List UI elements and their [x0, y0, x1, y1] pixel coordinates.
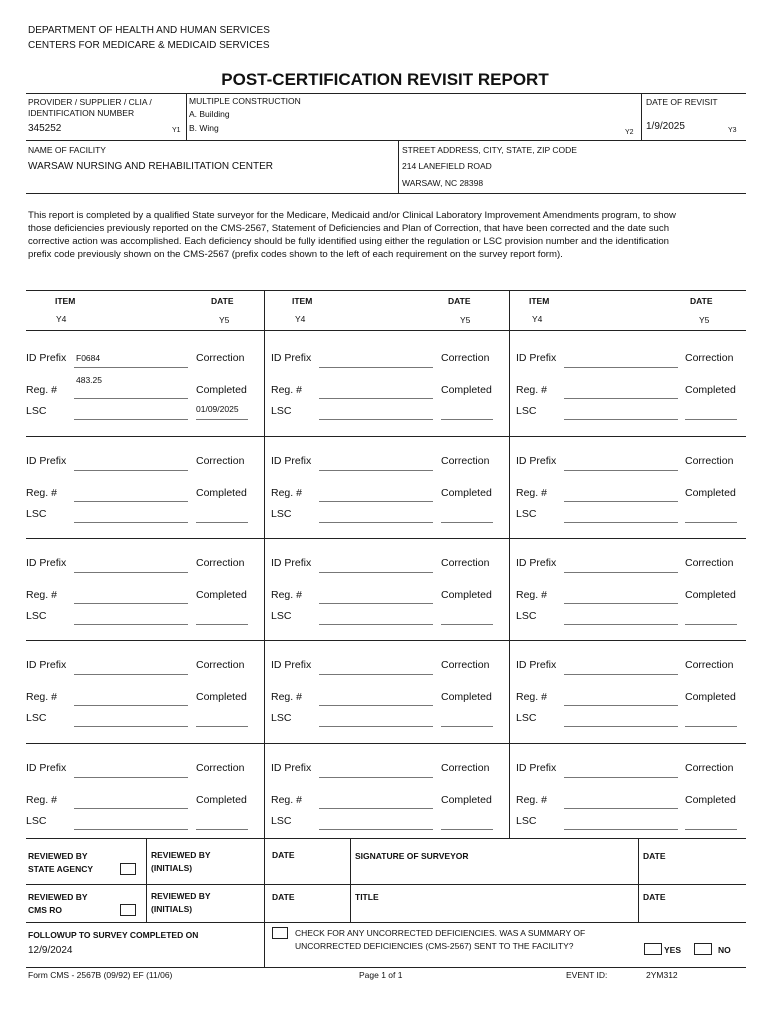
- reg-field[interactable]: [74, 705, 188, 706]
- correction-label: Correction: [441, 557, 490, 569]
- date-field[interactable]: [685, 726, 737, 727]
- reg-label: Reg. #: [26, 487, 57, 499]
- reg-field[interactable]: [74, 808, 188, 809]
- id-prefix-field[interactable]: [74, 367, 188, 368]
- id-prefix-label: ID Prefix: [271, 557, 312, 569]
- construction-code: Y2: [625, 129, 634, 136]
- uncorrected-checkbox[interactable]: [272, 927, 288, 939]
- lsc-field[interactable]: [74, 419, 188, 420]
- reg-field[interactable]: [74, 603, 188, 604]
- completed-label: Completed: [196, 589, 247, 601]
- event-id-value: 2YM312: [646, 970, 678, 980]
- id-prefix-field[interactable]: [564, 777, 678, 778]
- street-address: 214 LANEFIELD ROAD: [402, 161, 492, 171]
- reg-label: Reg. #: [26, 384, 57, 396]
- completed-label: Completed: [441, 794, 492, 806]
- id-prefix-value: F0684: [76, 353, 101, 363]
- date-field[interactable]: [196, 829, 248, 830]
- date-field[interactable]: [196, 624, 248, 625]
- address-label: STREET ADDRESS, CITY, STATE, ZIP CODE: [402, 145, 577, 155]
- lsc-field[interactable]: [564, 624, 678, 625]
- reg-label: Reg. #: [516, 384, 547, 396]
- completed-label: Completed: [441, 589, 492, 601]
- lsc-label: LSC: [271, 815, 292, 827]
- lsc-field[interactable]: [319, 522, 433, 523]
- intro-paragraph: This report is completed by a qualified State surveyor for the Medicare, Medicaid and/or Clinical Laboratory Improvement Amendments program, to show those deficiencies previously reported on the CMS-2567, Statement of Deficiencies and Plan of Correction, that have been corrected and the date such corrective action was accomplished. Each deficiency should be fully identified using either the regulation or LSC provision number and the identification prefix code previously shown on the CMS-2567 (prefix codes shown to the left of each requirement on the survey report form).: [28, 210, 676, 260]
- correction-label: Correction: [685, 557, 734, 569]
- provider-label-line2: IDENTIFICATION NUMBER: [28, 108, 135, 118]
- lsc-label: LSC: [271, 712, 292, 724]
- reviewed-by-state-line2: STATE AGENCY: [28, 864, 94, 874]
- col-date-code: Y5: [219, 315, 230, 325]
- yes-checkbox[interactable]: [644, 943, 662, 955]
- lsc-label: LSC: [26, 610, 47, 622]
- lsc-field[interactable]: [564, 726, 678, 727]
- id-prefix-field[interactable]: [74, 674, 188, 675]
- completed-label: Completed: [685, 384, 736, 396]
- col-date-header: DATE: [690, 296, 713, 306]
- lsc-label: LSC: [26, 405, 47, 417]
- id-prefix-field[interactable]: [319, 367, 433, 368]
- id-prefix-field[interactable]: [74, 470, 188, 471]
- wing-label: B. Wing: [189, 123, 219, 133]
- id-prefix-field[interactable]: [564, 470, 678, 471]
- reg-field[interactable]: [564, 705, 678, 706]
- completed-label: Completed: [196, 487, 247, 499]
- id-prefix-label: ID Prefix: [271, 352, 312, 364]
- reg-value: 483.25: [76, 375, 102, 385]
- date-field[interactable]: [685, 522, 737, 523]
- reg-field[interactable]: [74, 501, 188, 502]
- reg-label: Reg. #: [26, 589, 57, 601]
- title-date-label: DATE: [643, 892, 666, 902]
- correction-label: Correction: [196, 352, 245, 364]
- completed-label: Completed: [441, 487, 492, 499]
- correction-label: Correction: [685, 352, 734, 364]
- id-prefix-field[interactable]: [319, 572, 433, 573]
- lsc-label: LSC: [516, 815, 537, 827]
- id-prefix-field[interactable]: [564, 572, 678, 573]
- state-agency-checkbox[interactable]: [120, 863, 136, 875]
- id-prefix-label: ID Prefix: [26, 352, 67, 364]
- lsc-label: LSC: [26, 508, 47, 520]
- completed-label: Completed: [441, 384, 492, 396]
- lsc-field[interactable]: [319, 624, 433, 625]
- completed-date-value: 01/09/2025: [196, 404, 239, 414]
- date-label-cms: DATE: [272, 892, 295, 902]
- col-item-header: ITEM: [292, 296, 313, 306]
- completed-label: Completed: [685, 794, 736, 806]
- reg-label: Reg. #: [271, 691, 302, 703]
- no-label: NO: [718, 945, 731, 955]
- date-field[interactable]: [196, 726, 248, 727]
- date-field[interactable]: [196, 522, 248, 523]
- id-prefix-label: ID Prefix: [26, 762, 67, 774]
- row-divider: [26, 436, 746, 437]
- id-prefix-label: ID Prefix: [516, 557, 557, 569]
- completed-label: Completed: [685, 691, 736, 703]
- revisit-date-value: 1/9/2025: [646, 121, 685, 132]
- date-field[interactable]: [685, 624, 737, 625]
- id-prefix-label: ID Prefix: [26, 659, 67, 671]
- reg-field[interactable]: [564, 603, 678, 604]
- lsc-field[interactable]: [564, 522, 678, 523]
- lsc-label: LSC: [26, 712, 47, 724]
- reg-field[interactable]: [564, 501, 678, 502]
- uncorrected-text-line2: UNCORRECTED DEFICIENCIES (CMS-2567) SENT TO THE FACILITY?: [295, 941, 574, 951]
- date-field[interactable]: [685, 419, 737, 420]
- reg-field[interactable]: [74, 398, 188, 399]
- correction-label: Correction: [441, 762, 490, 774]
- followup-date: 12/9/2024: [28, 945, 73, 956]
- reg-label: Reg. #: [26, 691, 57, 703]
- id-prefix-label: ID Prefix: [271, 762, 312, 774]
- reg-label: Reg. #: [271, 794, 302, 806]
- provider-number: 345252: [28, 123, 62, 134]
- date-field[interactable]: [196, 419, 248, 420]
- lsc-label: LSC: [271, 508, 292, 520]
- reviewed-initials-line2: (INITIALS): [151, 863, 193, 873]
- no-checkbox[interactable]: [694, 943, 712, 955]
- date-field[interactable]: [441, 522, 493, 523]
- correction-label: Correction: [196, 557, 245, 569]
- lsc-field[interactable]: [319, 419, 433, 420]
- form-number: Form CMS - 2567B (09/92) EF (11/06): [28, 970, 173, 980]
- row-divider: [26, 743, 746, 744]
- completed-label: Completed: [441, 691, 492, 703]
- completed-label: Completed: [685, 487, 736, 499]
- col-date-header: DATE: [448, 296, 471, 306]
- lsc-field[interactable]: [564, 829, 678, 830]
- date-label-state: DATE: [272, 850, 295, 860]
- reg-field[interactable]: [564, 808, 678, 809]
- reviewed-initials-cms-line2: (INITIALS): [151, 904, 193, 914]
- reg-field[interactable]: [319, 705, 433, 706]
- id-prefix-label: ID Prefix: [516, 762, 557, 774]
- followup-label: FOLLOWUP TO SURVEY COMPLETED ON: [28, 930, 199, 940]
- reg-field[interactable]: [319, 603, 433, 604]
- lsc-field[interactable]: [564, 419, 678, 420]
- id-prefix-label: ID Prefix: [26, 557, 67, 569]
- facility-name-label: NAME OF FACILITY: [28, 145, 106, 155]
- reg-label: Reg. #: [271, 589, 302, 601]
- lsc-field[interactable]: [74, 624, 188, 625]
- lsc-label: LSC: [271, 405, 292, 417]
- correction-label: Correction: [685, 455, 734, 467]
- reg-label: Reg. #: [516, 794, 547, 806]
- col-item-code: Y4: [532, 314, 543, 324]
- lsc-field[interactable]: [319, 829, 433, 830]
- completed-label: Completed: [685, 589, 736, 601]
- cms-ro-checkbox[interactable]: [120, 904, 136, 916]
- col-date-code: Y5: [699, 315, 710, 325]
- id-prefix-label: ID Prefix: [26, 455, 67, 467]
- reg-field[interactable]: [319, 501, 433, 502]
- lsc-label: LSC: [516, 610, 537, 622]
- department-name: DEPARTMENT OF HEALTH AND HUMAN SERVICES: [28, 25, 270, 36]
- lsc-field[interactable]: [74, 829, 188, 830]
- correction-label: Correction: [441, 659, 490, 671]
- id-prefix-label: ID Prefix: [516, 455, 557, 467]
- reg-label: Reg. #: [271, 384, 302, 396]
- date-field[interactable]: [441, 726, 493, 727]
- correction-label: Correction: [196, 455, 245, 467]
- reg-field[interactable]: [319, 808, 433, 809]
- provider-label-line1: PROVIDER / SUPPLIER / CLIA /: [28, 97, 152, 107]
- col-item-code: Y4: [295, 314, 306, 324]
- date-field[interactable]: [441, 624, 493, 625]
- correction-label: Correction: [441, 455, 490, 467]
- signature-label: SIGNATURE OF SURVEYOR: [355, 851, 469, 861]
- id-prefix-field[interactable]: [564, 367, 678, 368]
- revisit-date-label: DATE OF REVISIT: [646, 97, 718, 107]
- lsc-label: LSC: [516, 508, 537, 520]
- reg-label: Reg. #: [26, 794, 57, 806]
- reg-label: Reg. #: [271, 487, 302, 499]
- correction-label: Correction: [196, 762, 245, 774]
- date-field[interactable]: [441, 419, 493, 420]
- centers-name: CENTERS FOR MEDICARE & MEDICAID SERVICES: [28, 40, 270, 51]
- reviewed-by-cms-line1: REVIEWED BY: [28, 892, 88, 902]
- correction-label: Correction: [685, 762, 734, 774]
- city-state-zip: WARSAW, NC 28398: [402, 178, 484, 188]
- lsc-field[interactable]: [74, 726, 188, 727]
- row-divider: [26, 538, 746, 539]
- id-prefix-label: ID Prefix: [271, 659, 312, 671]
- construction-label: MULTIPLE CONSTRUCTION: [189, 96, 301, 106]
- event-id-label: EVENT ID:: [566, 970, 608, 980]
- col-item-header: ITEM: [55, 296, 76, 306]
- page-title: POST-CERTIFICATION REVISIT REPORT: [221, 70, 549, 89]
- id-prefix-field[interactable]: [319, 777, 433, 778]
- correction-label: Correction: [441, 352, 490, 364]
- page-number: Page 1 of 1: [359, 970, 403, 980]
- reviewed-initials-cms-line1: REVIEWED BY: [151, 891, 211, 901]
- id-prefix-field[interactable]: [319, 674, 433, 675]
- lsc-label: LSC: [271, 610, 292, 622]
- reviewed-by-state-line1: REVIEWED BY: [28, 851, 88, 861]
- lsc-field[interactable]: [319, 726, 433, 727]
- col-date-code: Y5: [460, 315, 471, 325]
- lsc-label: LSC: [516, 405, 537, 417]
- completed-label: Completed: [196, 691, 247, 703]
- lsc-label: LSC: [26, 815, 47, 827]
- col-date-header: DATE: [211, 296, 234, 306]
- revisit-date-code: Y3: [728, 127, 737, 134]
- facility-name-value: WARSAW NURSING AND REHABILITATION CENTER: [28, 161, 274, 172]
- reg-label: Reg. #: [516, 589, 547, 601]
- reg-label: Reg. #: [516, 487, 547, 499]
- id-prefix-label: ID Prefix: [516, 659, 557, 671]
- lsc-field[interactable]: [74, 522, 188, 523]
- reg-field[interactable]: [564, 398, 678, 399]
- completed-label: Completed: [196, 384, 247, 396]
- col-item-header: ITEM: [529, 296, 550, 306]
- signature-date-label: DATE: [643, 851, 666, 861]
- lsc-label: LSC: [516, 712, 537, 724]
- id-prefix-label: ID Prefix: [516, 352, 557, 364]
- reviewed-by-cms-line2: CMS RO: [28, 905, 62, 915]
- id-prefix-field[interactable]: [74, 777, 188, 778]
- id-prefix-field[interactable]: [319, 470, 433, 471]
- col-item-code: Y4: [56, 314, 67, 324]
- reg-label: Reg. #: [516, 691, 547, 703]
- row-divider: [26, 640, 746, 641]
- completed-label: Completed: [196, 794, 247, 806]
- id-prefix-field[interactable]: [74, 572, 188, 573]
- correction-label: Correction: [196, 659, 245, 671]
- date-field[interactable]: [685, 829, 737, 830]
- reviewed-initials-line1: REVIEWED BY: [151, 850, 211, 860]
- yes-label: YES: [664, 945, 682, 955]
- uncorrected-text-line1: CHECK FOR ANY UNCORRECTED DEFICIENCIES. WAS A SUMMARY OF: [295, 928, 586, 938]
- provider-code: Y1: [172, 127, 181, 134]
- id-prefix-label: ID Prefix: [271, 455, 312, 467]
- title-label: TITLE: [355, 892, 379, 902]
- id-prefix-field[interactable]: [564, 674, 678, 675]
- date-field[interactable]: [441, 829, 493, 830]
- reg-field[interactable]: [319, 398, 433, 399]
- correction-label: Correction: [685, 659, 734, 671]
- building-label: A. Building: [189, 109, 230, 119]
